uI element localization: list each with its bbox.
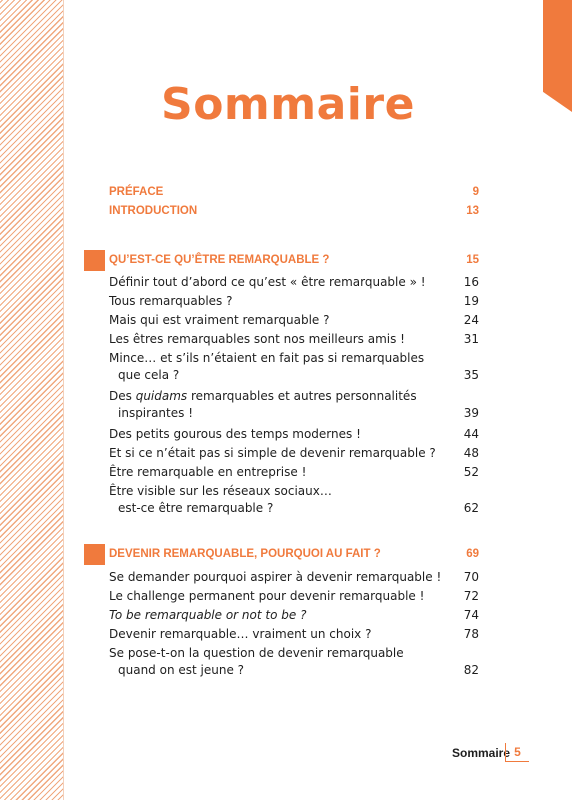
toc-entry-label-continued: est-ce être remarquable ? bbox=[118, 501, 274, 515]
toc-entry-label: Être visible sur les réseaux sociaux… bbox=[109, 484, 332, 498]
chapter-marker-square bbox=[84, 250, 105, 271]
toc-entry[interactable] bbox=[109, 626, 479, 643]
toc-entry-label-continued: quand on est jeune ? bbox=[118, 663, 245, 677]
page-title: Sommaire bbox=[161, 79, 415, 130]
toc-entry[interactable] bbox=[109, 274, 479, 291]
toc-entry-page: 72 bbox=[463, 589, 479, 603]
toc-entry-page: 39 bbox=[463, 406, 479, 420]
toc-entry-page: 19 bbox=[463, 294, 479, 308]
toc-entry[interactable] bbox=[109, 607, 479, 624]
toc-entry-label: To be remarquable or not to be ? bbox=[109, 608, 307, 622]
toc-entry-page: 16 bbox=[463, 275, 479, 289]
toc-entry-label: Se pose-t-on la question de devenir remarquable bbox=[109, 646, 404, 660]
toc-entry-page: 70 bbox=[463, 570, 479, 584]
toc-front-introduction[interactable] bbox=[109, 205, 479, 222]
corner-tab bbox=[543, 0, 572, 112]
toc-front-page: 9 bbox=[472, 186, 479, 198]
toc-entry-page: 62 bbox=[463, 501, 479, 515]
toc-front-label: PRÉFACE bbox=[109, 186, 164, 198]
toc-entry-page: 78 bbox=[463, 627, 479, 641]
margin-edge-line bbox=[63, 0, 64, 800]
toc-chapter-heading[interactable] bbox=[109, 254, 479, 271]
toc-front-label: INTRODUCTION bbox=[109, 205, 198, 217]
toc-entry-label-continued: inspirantes ! bbox=[118, 406, 193, 420]
chapter-title: QU’EST-CE QU’ÊTRE REMARQUABLE ? bbox=[109, 254, 330, 266]
toc-entry-label: Se demander pourquoi aspirer à devenir remarquable ! bbox=[109, 570, 442, 584]
toc-entry-page: 44 bbox=[463, 427, 479, 441]
italic-word: quidams bbox=[135, 389, 188, 403]
toc-chapter-heading[interactable] bbox=[109, 548, 479, 565]
toc-entry-label-continued: que cela ? bbox=[118, 368, 180, 382]
toc-entry-label: Le challenge permanent pour devenir remarquable ! bbox=[109, 589, 425, 603]
toc-entry-label: Devenir remarquable… vraiment un choix ? bbox=[109, 627, 372, 641]
chapter-page: 69 bbox=[466, 548, 479, 560]
toc-entry[interactable] bbox=[109, 645, 479, 679]
toc-entry-page: 82 bbox=[463, 663, 479, 677]
toc-entry-page: 52 bbox=[463, 465, 479, 479]
toc-front-preface[interactable] bbox=[109, 186, 479, 203]
toc-entry-label: Définir tout d’abord ce qu’est « être remarquable » ! bbox=[109, 275, 426, 289]
toc-entry-label: Des petits gourous des temps modernes ! bbox=[109, 427, 361, 441]
toc-entry-page: 24 bbox=[463, 313, 479, 327]
toc-entry-label: Les êtres remarquables sont nos meilleurs amis ! bbox=[109, 332, 405, 346]
toc-entry[interactable] bbox=[109, 388, 479, 422]
toc-entry-label: Tous remarquables ? bbox=[109, 294, 233, 308]
striped-margin-pattern bbox=[0, 0, 63, 800]
footer-page-number: 5 bbox=[505, 743, 529, 762]
chapter-page: 15 bbox=[466, 254, 479, 266]
toc-entry[interactable] bbox=[109, 312, 479, 329]
chapter-marker-square bbox=[84, 544, 105, 565]
toc-entry[interactable] bbox=[109, 464, 479, 481]
toc-entry-page: 35 bbox=[463, 368, 479, 382]
toc-entry[interactable] bbox=[109, 569, 479, 586]
toc-entry[interactable] bbox=[109, 588, 479, 605]
toc-entry[interactable] bbox=[109, 445, 479, 462]
toc-entry[interactable] bbox=[109, 350, 479, 384]
toc-entry-page: 31 bbox=[463, 332, 479, 346]
toc-entry-label: Mince… et s’ils n’étaient en fait pas si remarquables bbox=[109, 351, 425, 365]
toc-entry-label: Être remarquable en entreprise ! bbox=[109, 465, 307, 479]
toc-entry[interactable] bbox=[109, 483, 479, 517]
toc-entry[interactable] bbox=[109, 331, 479, 348]
footer-section-label: Sommaire bbox=[452, 746, 511, 760]
toc-entry-page: 48 bbox=[463, 446, 479, 460]
toc-entry-page: 74 bbox=[463, 608, 479, 622]
toc-entry-label: Et si ce n’était pas si simple de devenir remarquable ? bbox=[109, 446, 436, 460]
toc-entry-label: Mais qui est vraiment remarquable ? bbox=[109, 313, 330, 327]
chapter-title: DEVENIR REMARQUABLE, POURQUOI AU FAIT ? bbox=[109, 548, 381, 560]
toc-entry-label: Des quidams remarquables et autres personnalités bbox=[109, 389, 417, 403]
toc-entry[interactable] bbox=[109, 426, 479, 443]
toc-entry[interactable] bbox=[109, 293, 479, 310]
toc-front-page: 13 bbox=[466, 205, 479, 217]
